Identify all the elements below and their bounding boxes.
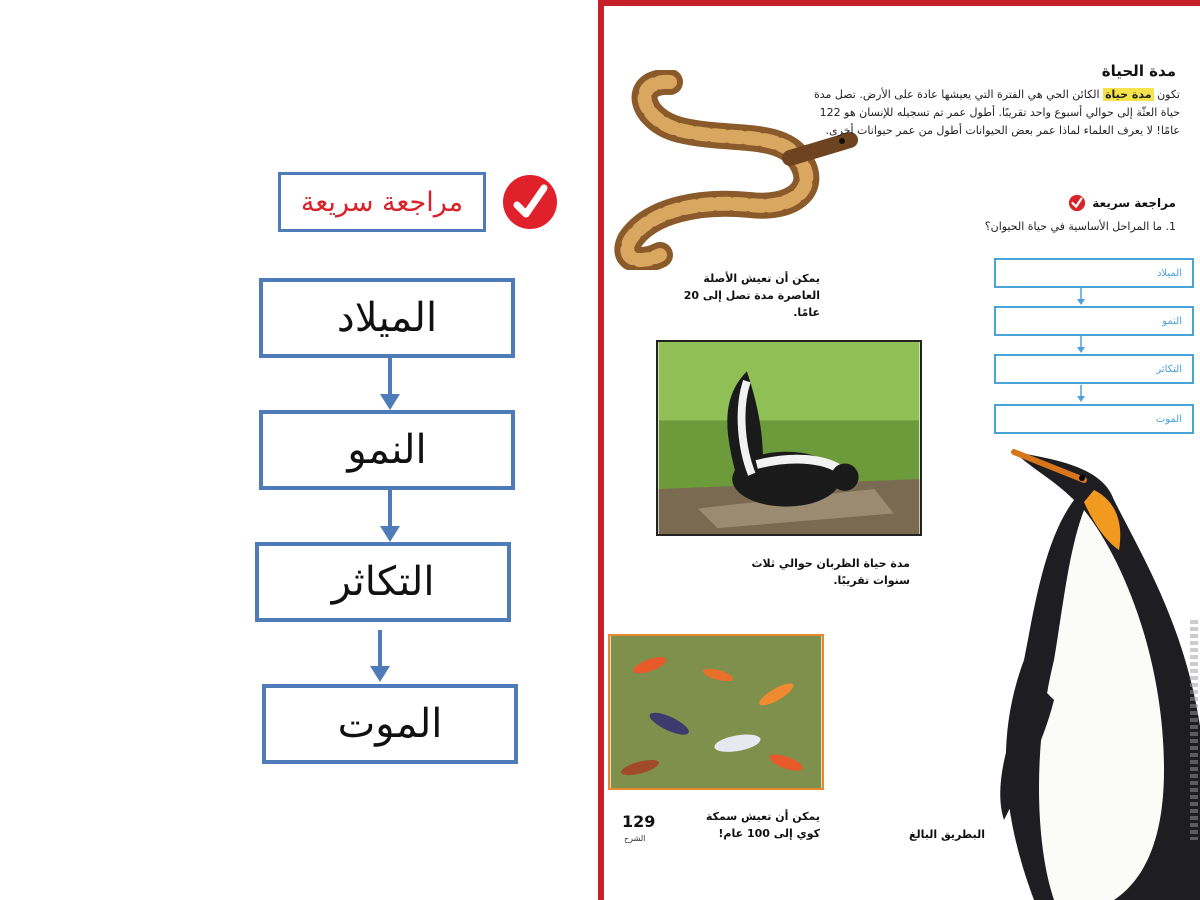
koi-caption: يمكن أن تعيش سمكة كوي إلى 100 عام! [705,810,820,840]
page-footer: الشرح [624,834,646,843]
koi-fish-image [608,634,824,790]
flow-step-birth: الميلاد [259,278,515,358]
section-title: مدة الحياة [1101,62,1176,80]
penguin-caption: البطريق البالغ [909,828,985,841]
page-number: 129 [622,812,656,831]
intro-paragraph [800,86,1180,140]
term-highlight: مدة حياة [1105,88,1152,101]
arrow-down-icon [378,358,402,412]
mini-step-reproduction: التكاثر [994,354,1194,384]
snake-caption: يمكن أن تعيش الأصلة العاصرة مدة تصل إلى 20 عامًا. [683,272,820,319]
publisher-credit-strip [1190,620,1198,840]
quick-review-title: مراجعة سريعة [1092,196,1176,210]
mini-step-death: الموت [994,404,1194,434]
mini-step-birth: الميلاد [994,258,1194,288]
quick-review-heading [1068,194,1176,212]
flow-step-growth: النمو [259,410,515,490]
flow-step-death: الموت [262,684,518,764]
textbook-page [598,0,1200,900]
arrow-down-icon [368,630,392,684]
arrow-down-icon [1076,288,1086,306]
arrow-down-icon [378,490,402,544]
skunk-caption: مدة حياة الظربان حوالي ثلاث سنوات تقريبًا. [751,557,910,587]
page-frame-top [604,0,1200,6]
arrow-down-icon [1076,336,1086,354]
review-question: 1. ما المراحل الأساسية في حياة الحيوان؟ [984,220,1176,233]
skunk-image [656,340,922,536]
arrow-down-icon [1076,384,1086,404]
check-circle-icon [500,172,560,232]
intro-after: الكائن الحي هي الفترة التي يعيشها عادة على الأرض. تصل مدة حياة العثّة إلى حوالي أسبوع واحد تقريبًا. أطول عمر تم تسجيله للإنسان هو 122 عامًا! لا يعرف العلماء لماذا عمر بعض الحيوانات أطول من عمر حيوانات أخرى. [813,88,1180,137]
check-circle-icon [1068,194,1086,212]
flow-step-reproduction: التكاثر [255,542,511,622]
mini-step-growth: النمو [994,306,1194,336]
penguin-image [974,440,1200,900]
quick-review-label: مراجعة سريعة [278,172,486,232]
intro-before: تكون [1157,88,1180,101]
